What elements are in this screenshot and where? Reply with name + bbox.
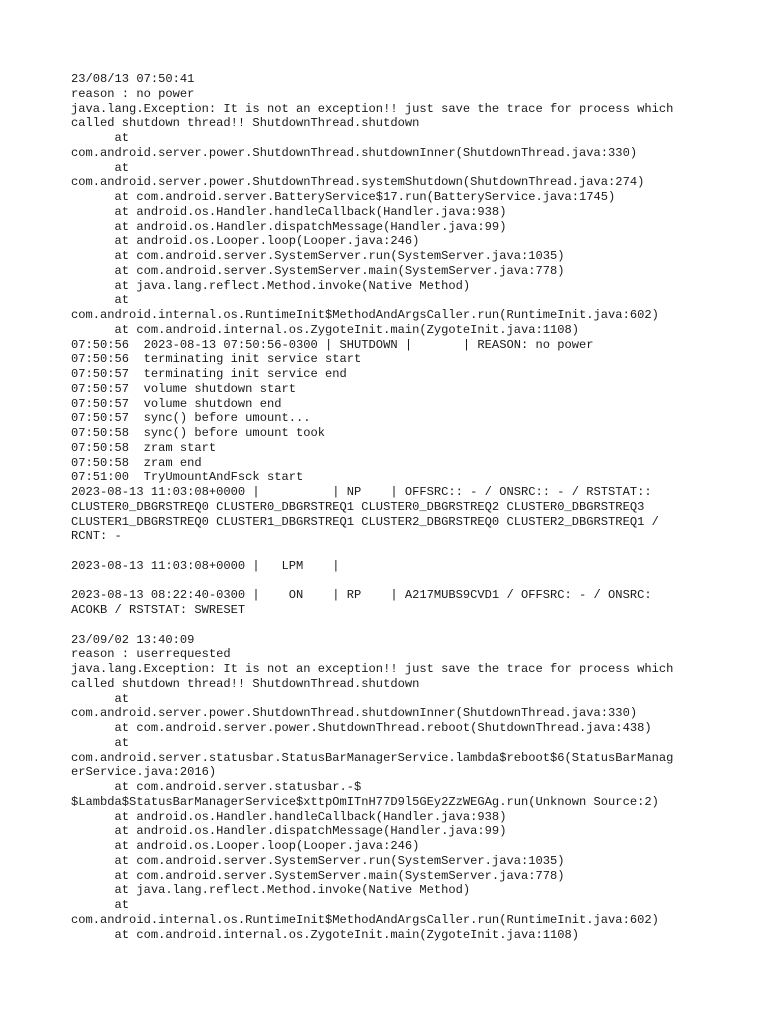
- log-line: 07:50:56 terminating init service start: [71, 352, 362, 367]
- log-line: at com.android.server.SystemServer.main(SystemServer.java:778): [71, 868, 565, 883]
- log-line: 07:50:57 volume shutdown end: [71, 396, 282, 411]
- log-line: 2023-08-13 08:22:40-0300 | ON | RP | A217MUBS9CVD1 / OFFSRC: - / ONSRC:: [71, 588, 652, 603]
- log-line: 07:50:57 sync() before umount...: [71, 411, 311, 426]
- log-line: 23/08/13 07:50:41: [71, 72, 195, 86]
- log-line: at android.os.Handler.dispatchMessage(Handler.java:99): [71, 219, 507, 234]
- log-line: called shutdown thread!! ShutdownThread.shutdown: [71, 116, 420, 131]
- log-line: 2023-08-13 11:03:08+0000 | LPM |: [71, 558, 340, 573]
- log-line: com.android.internal.os.RuntimeInit$MethodAndArgsCaller.run(RuntimeInit.java:602): [71, 912, 659, 927]
- log-line: com.android.internal.os.RuntimeInit$MethodAndArgsCaller.run(RuntimeInit.java:602): [71, 308, 659, 322]
- log-line: at: [71, 293, 130, 308]
- log-line: at android.os.Handler.dispatchMessage(Handler.java:99): [71, 824, 507, 839]
- log-line: 07:51:00 TryUmountAndFsck start: [71, 470, 304, 485]
- log-line: RCNT: -: [71, 529, 122, 544]
- log-line: at com.android.server.BatteryService$17.run(BatteryService.java:1745): [71, 190, 616, 204]
- log-line: 07:50:56 2023-08-13 07:50:56-0300 | SHUTDOWN | | REASON: no power: [71, 337, 594, 352]
- log-line: at java.lang.reflect.Method.invoke(Native Method): [71, 883, 471, 898]
- log-line: com.android.server.power.ShutdownThread.systemShutdown(ShutdownThread.java:274): [71, 175, 645, 190]
- log-line: at com.android.server.SystemServer.run(SystemServer.java:1035): [71, 853, 565, 868]
- log-line: CLUSTER1_DBGRSTREQ0 CLUSTER1_DBGRSTREQ1 CLUSTER2_DBGRSTREQ0 CLUSTER2_DBGRSTREQ1 /: [71, 514, 659, 529]
- log-line: at: [71, 160, 130, 175]
- log-document: [71, 72, 701, 942]
- log-line: [71, 544, 701, 559]
- log-line: com.android.server.statusbar.StatusBarManagerService.lambda$reboot$6(StatusBarManag: [71, 750, 674, 765]
- log-line: 23/09/02 13:40:09: [71, 632, 195, 647]
- log-line: com.android.server.power.ShutdownThread.shutdownInner(ShutdownThread.java:330): [71, 706, 638, 721]
- log-line: at com.android.server.SystemServer.run(SystemServer.java:1035): [71, 249, 565, 263]
- log-line: 07:50:58 zram end: [71, 455, 202, 470]
- log-line: at java.lang.reflect.Method.invoke(Native Method): [71, 278, 471, 293]
- log-line: at: [71, 691, 130, 706]
- log-line: erService.java:2016): [71, 765, 217, 780]
- log-line: at com.android.server.SystemServer.main(SystemServer.java:778): [71, 263, 565, 278]
- log-line: reason : userrequested: [71, 647, 231, 662]
- log-line: [71, 618, 701, 633]
- log-line: 07:50:57 terminating init service end: [71, 367, 347, 381]
- log-line: at com.android.internal.os.ZygoteInit.main(ZygoteInit.java:1108): [71, 927, 580, 942]
- log-line: at: [71, 898, 130, 912]
- log-line: CLUSTER0_DBGRSTREQ0 CLUSTER0_DBGRSTREQ1 CLUSTER0_DBGRSTREQ2 CLUSTER0_DBGRSTREQ3: [71, 499, 645, 514]
- log-line: called shutdown thread!! ShutdownThread.shutdown: [71, 676, 420, 691]
- log-line: 07:50:57 volume shutdown start: [71, 381, 296, 396]
- log-line: at android.os.Looper.loop(Looper.java:246): [71, 234, 420, 249]
- log-line: 07:50:58 zram start: [71, 440, 217, 455]
- log-line: at com.android.internal.os.ZygoteInit.main(ZygoteInit.java:1108): [71, 322, 580, 337]
- log-line: ACOKB / RSTSTAT: SWRESET: [71, 603, 246, 617]
- log-line: at android.os.Handler.handleCallback(Handler.java:938): [71, 809, 507, 824]
- log-line: at: [71, 131, 130, 145]
- log-line: 07:50:58 sync() before umount took: [71, 426, 326, 440]
- log-line: $Lambda$StatusBarManagerService$xttpOmITnH77D9l5GEy2ZzWEGAg.run(Unknown Source:2): [71, 794, 659, 809]
- log-line: at com.android.server.statusbar.-$: [71, 780, 362, 794]
- log-line: java.lang.Exception: It is not an exception!! just save the trace for process which: [71, 662, 674, 676]
- log-line: java.lang.Exception: It is not an exception!! just save the trace for process which: [71, 101, 674, 116]
- log-line: at android.os.Looper.loop(Looper.java:246): [71, 839, 420, 853]
- log-line: at com.android.server.power.ShutdownThread.reboot(ShutdownThread.java:438): [71, 721, 652, 735]
- log-line: at: [71, 735, 130, 750]
- log-line: reason : no power: [71, 86, 195, 101]
- log-line: 2023-08-13 11:03:08+0000 | | NP | OFFSRC:: - / ONSRC:: - / RSTSTAT::: [71, 485, 652, 499]
- log-line: [71, 574, 701, 589]
- log-line: at android.os.Handler.handleCallback(Handler.java:938): [71, 204, 507, 219]
- log-line: com.android.server.power.ShutdownThread.shutdownInner(ShutdownThread.java:330): [71, 145, 638, 160]
